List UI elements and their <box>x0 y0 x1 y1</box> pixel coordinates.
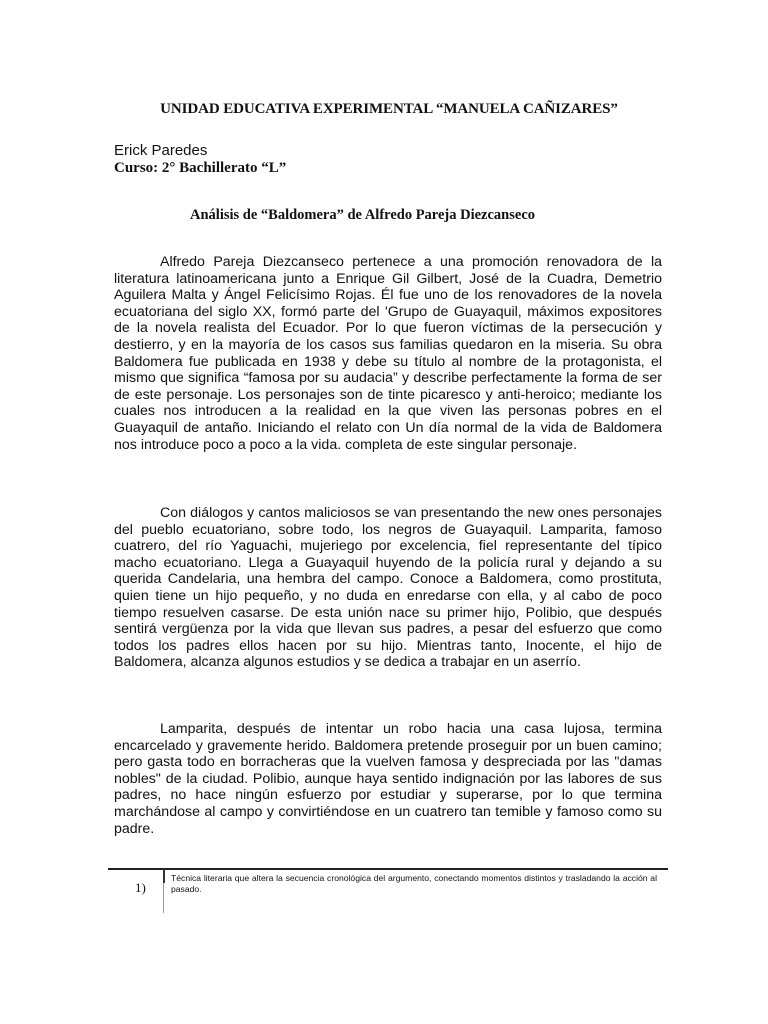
paragraph-1: Alfredo Pareja Diezcanseco pertenece a una promoción renovadora de la literatura latinoamericana junto a Enrique Gil Gilbert, José de la Cuadra, Demetrio Aguilera Malta y Ángel Felicísimo Rojas. Él fue uno de los renovadores de la novela ecuatoriana del siglo XX, formó parte del 'Grupo de Guayaquil, máximos expositores de la novela realista del Ecuador. Por lo que fueron víctimas de la persecución y destierro, y en la mayoría de los casos sus familias quedaron en la miseria. Su obra Baldomera fue publicada en 1938 y debe su título al nombre de la protagonista, el mismo que significa “famosa por su audacia” y describe perfectamente la forma de ser de este personaje. Los personajes son de tinte picaresco y anti-heroico; mediante los cuales nos introducen a la realidad en la que viven las personas pobres en el Guayaquil de antaño. Iniciando el relato con Un día normal de la vida de Baldomera nos introduce poco a poco a la vida. completa de este singular personaje. <box>114 254 662 453</box>
school-heading: UNIDAD EDUCATIVA EXPERIMENTAL “MANUELA CAÑIZARES” <box>160 101 618 117</box>
paragraph-2: Con diálogos y cantos maliciosos se van presentando the new ones personajes del pueblo ecuatoriano, sobre todo, los negros de Guayaquil. Lamparita, famoso cuatrero, del río Yaguachi, mujeriego por excelencia, fiel representante del típico macho ecuatoriano. Llega a Guayaquil huyendo de la policía rural y dejando a su querida Candelaria, una hembra del campo. Conoce a Baldomera, como prostituta, quien tiene un hijo pequeño, y no duda en enredarse con ella, y al cabo de poco tiempo resuelven casarse. De esta unión nace su primer hijo, Polibio, que después sentirá vergüenza por la vida que llevan sus padres, a pesar del esfuerzo que como todos los padres ellos hacen por su hijo. Mientras tanto, Inocente, el hijo de Baldomera, alcanza algunos estudios y se dedica a trabajar en un aserrío. <box>114 505 662 671</box>
footnote-separator-lower <box>163 883 164 913</box>
course-line: Curso: 2° Bachillerato “L” <box>114 160 287 176</box>
footnote-divider <box>108 868 668 870</box>
paragraph-3: Lamparita, después de intentar un robo hacia una casa lujosa, termina encarcelado y gravemente herido. Baldomera pretende proseguir por un buen camino; pero gasta todo en borracheras que la vuelven famosa y despreciada por las "damas nobles" de la ciudad. Polibio, aunque haya sentido indignación por las labores de sus padres, no hace ningún esfuerzo por estudiar y superarse, por lo que termina marchándose al campo y convirtiéndose en un cuatrero tan temible y famoso como su padre. <box>114 721 662 837</box>
footnote-text: Técnica literaria que altera la secuencia cronológica del argumento, conectando momentos distintos y trasladando la acción al pasado. <box>171 873 657 894</box>
footnote-number: 1) <box>135 880 146 895</box>
document-title: Análisis de “Baldomera” de Alfredo Pareja Diezcanseco <box>190 207 536 223</box>
footnote-separator <box>163 869 165 883</box>
author-name: Erick Paredes <box>114 142 208 159</box>
